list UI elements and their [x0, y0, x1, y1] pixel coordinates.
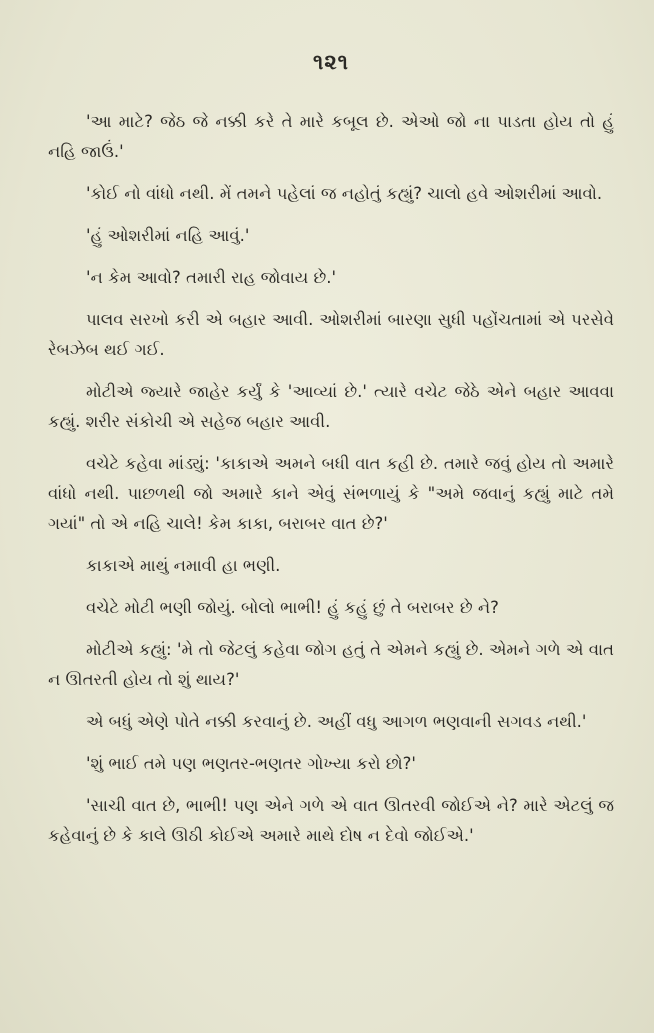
paragraph: એ બધું એણે પોતે નક્કી કરવાનું છે. અહીં વધુ આગળ ભણવાની સગવડ નથી.'	[86, 712, 587, 731]
paragraph: 'સાચી વાત છે, ભાભી! પણ એને ગળે એ વાત ઊતરવી જોઈએ ને? મારે એટલું જ કહેવાનું છે કે કાલે ઊઠી કોઈએ અમારે માથે દોષ ન દેવો જોઈએ.'	[48, 796, 614, 845]
paragraph: વચેટે કહેવા માંડ્યું: 'કાકાએ અમને બધી વાત કહી છે. તમારે જવું હોય તો અમારે વાંધો નથી. પાછળથી જો અમારે કાને એવું સંભળાયું કે "અમે જવાનું કહ્યું માટે તમે ગયાં" તો એ નહિ ચાલે! કેમ કાકા, બરાબર વાત છે?'	[48, 454, 614, 533]
paragraph: 'આ માટે? જેઠ જે નક્કી કરે તે મારે કબૂલ છે. એઓ જો ના પાડતા હોય તો હું નહિ જાઉં.'	[48, 112, 614, 161]
paragraph: કાકાએ માથું નમાવી હા ભણી.	[86, 556, 281, 575]
paragraph: 'હું ઓશરીમાં નહિ આવું.'	[86, 226, 250, 245]
paragraph: મોટીએ જ્યારે જાહેર કર્યું કે 'આવ્યાં છે.' ત્યારે વચેટ જેઠે એને બહાર આવવા કહ્યું. શરીર સંકોચી એ સહેજ બહાર આવી.	[48, 382, 614, 431]
paragraph: 'કોઈ નો વાંધો નથી. મેં તમને પહેલાં જ નહોતું કહ્યું? ચાલો હવે ઓશરીમાં આવો.	[86, 184, 603, 203]
paragraph: પાલવ સરખો કરી એ બહાર આવી. ઓશરીમાં બારણા સુધી પહોંચતામાં એ પરસેવે રેબઝેબ થઈ ગઈ.	[48, 310, 614, 359]
paragraph: મોટીએ કહ્યું: 'મે તો જેટલું કહેવા જોગ હતું તે એમને કહ્યું છે. એમને ગળે એ વાત ન ઊતરતી હોય તો શું થાય?'	[48, 640, 614, 689]
page-body	[48, 107, 614, 851]
page-number: ૧૨૧	[313, 50, 349, 74]
paragraph: 'ન કેમ આવો? તમારી રાહ જોવાય છે.'	[86, 268, 337, 287]
paragraph: 'શું ભાઈ તમે પણ ભણતર-ભણતર ગોખ્યા કરો છો?'	[86, 754, 416, 773]
paragraph: વચેટે મોટી ભણી જોયું. બોલો ભાભી! હું કહું છું તે બરાબર છે ને?	[86, 598, 499, 617]
